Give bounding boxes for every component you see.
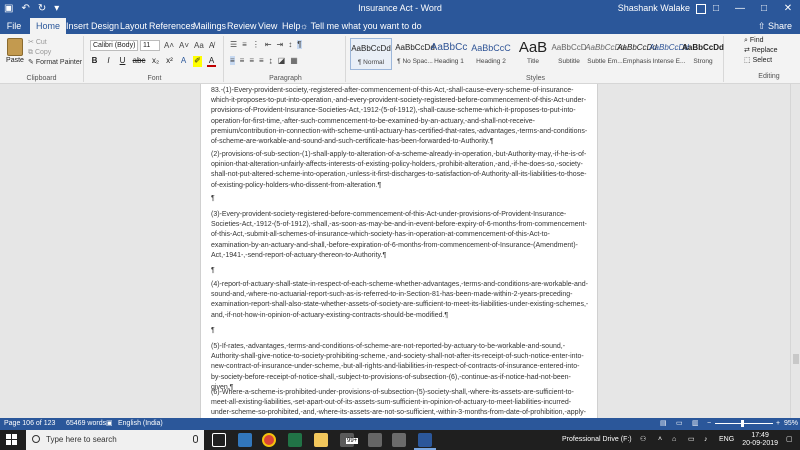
style-sample: AaBbCcD [551, 43, 587, 52]
font-family-select[interactable]: Calibri (Body) [90, 40, 138, 51]
align-left-icon[interactable]: ≡ [230, 56, 235, 65]
decrease-indent-icon[interactable]: ⇤ [264, 40, 272, 49]
copy-button[interactable]: ⧉ Copy [28, 49, 52, 56]
microphone-icon[interactable] [193, 435, 198, 443]
align-center-icon[interactable]: ≡ [239, 56, 245, 65]
paragraph[interactable]: (3)-Every-provident-society-registered-before-commencement-of-this-Act-under-provisions-of-Provident-Insurance-Societies-Act,-1912-(5-of-1912),-shall,-as-soon-as-may-be-and-in-event-before-expiry-of-6-months-from-commencement-of-this-Act,-submit-all-schemes-of-insurance-which-society-has-in-operation-at-commencement-of-this-Act-to-examination-by-an-actuary-and-shall,-before-expiration-of-6-months-from-commencement-of-Insurance-(Amendment)-Act,-1941-,-send-report-of-actuary-thereon-to-Authority.¶ [211, 211, 587, 259]
style-normal[interactable] [350, 38, 392, 70]
paragraph[interactable]: (5)-If-rates,-advantages,-terms-and-conditions-of-scheme-are-not-reported-by-actuary-to-be-workable-and-sound,-Authority-shall-give-notice-to-society-prohibiting-scheme,-and-society-shall-not-after-its-receipt-of-such-notice-enter-into-new-contract-of-insurance-under-scheme,-but-all-rights-and-liabilities-in-respect-of-contracts-of-insurance-entered-into-by-society-before-receipt-of-notice-shall,-subject-to-provisions-of-subsection-(6),-continue-as-if-notice-had-not-been-given.¶ [211, 343, 584, 391]
styles-group-label: Styles [525, 75, 546, 82]
justify-icon[interactable]: ≡ [259, 56, 264, 65]
style-name: Heading 1 [434, 58, 464, 65]
language-indicator[interactable]: ENG [719, 436, 735, 443]
find-label: Find [749, 37, 764, 44]
tab-help[interactable]: Help [282, 21, 301, 31]
shading-icon[interactable]: ◪ [277, 56, 286, 65]
change-case-icon[interactable]: Aa [194, 41, 204, 50]
borders-icon[interactable]: ▦ [290, 56, 298, 65]
save-icon[interactable]: ▣ [4, 3, 14, 14]
shrink-font-icon[interactable]: A˅ [179, 41, 190, 50]
styles-gallery [348, 36, 724, 82]
status-bar [0, 418, 800, 430]
find-button[interactable] [744, 36, 798, 46]
show-formatting-button[interactable]: ¶ [297, 40, 302, 49]
word-icon[interactable] [418, 433, 432, 447]
tab-insert[interactable]: Insert [66, 21, 89, 31]
paste-label: Paste [6, 57, 24, 64]
clipboard-icon [7, 38, 23, 56]
zoom-level[interactable]: 95% [784, 420, 799, 427]
tray-expand-icon[interactable]: ˄ [658, 436, 663, 443]
clipboard-group [0, 36, 84, 82]
font-group [86, 36, 224, 82]
ribbon-tabs [0, 18, 800, 34]
text-effects-button[interactable]: A [180, 56, 187, 65]
font-group-label: Font [147, 75, 162, 82]
tab-file[interactable]: File [0, 18, 28, 34]
font-color-button[interactable]: A [208, 56, 215, 65]
lightbulb-icon: ☼ [300, 21, 311, 31]
clipboard-actions [28, 38, 82, 68]
format-painter-label: Format Painter [35, 59, 83, 66]
taskbar-search-input[interactable] [26, 430, 204, 450]
share-icon: ⇧ [757, 21, 768, 31]
app-icon[interactable] [368, 433, 382, 447]
document-title: Insurance Act - Word [358, 3, 442, 13]
drive-status[interactable]: Professional Drive (F:) [562, 436, 632, 443]
maximize-icon[interactable]: □ [760, 3, 768, 14]
search-placeholder: Type here to search [46, 435, 117, 444]
clipboard-group-label: Clipboard [26, 75, 57, 82]
paragraph[interactable]: ¶ [211, 327, 215, 334]
read-mode-icon[interactable]: ▤ [660, 420, 667, 427]
clock-time: 17:49 [751, 432, 769, 439]
windows-start-icon[interactable] [6, 434, 18, 446]
font-size-select[interactable]: 11 [140, 40, 160, 51]
search-icon: ⌕ [744, 37, 750, 44]
ribbon-display-icon[interactable]: □ [712, 3, 720, 14]
paragraph[interactable]: ¶ [211, 195, 215, 202]
paragraph-group [226, 36, 346, 82]
people-icon[interactable]: ⚇ [640, 436, 647, 443]
excel-icon[interactable] [288, 433, 302, 447]
language-status[interactable]: English (India) [118, 420, 163, 427]
style-name: Strong [693, 58, 713, 65]
strikethrough-button[interactable]: abc [132, 56, 146, 65]
task-view-icon[interactable] [212, 433, 226, 447]
style-sample: AaBbCc [430, 42, 468, 53]
style-sample: AaB [518, 39, 548, 56]
vertical-ruler [0, 84, 8, 418]
italic-button[interactable]: I [107, 56, 110, 65]
bullets-icon[interactable]: ☰ [230, 40, 238, 49]
user-name[interactable]: Shashank Walake [617, 3, 690, 13]
sort-icon[interactable]: ↕ [288, 40, 293, 49]
superscript-button[interactable]: x² [166, 56, 173, 65]
style-name: Intense E... [652, 58, 686, 65]
vertical-scrollbar[interactable] [790, 84, 800, 418]
tab-references[interactable]: References [149, 21, 196, 31]
zoom-slider-handle[interactable] [741, 420, 744, 427]
notification-badge: 99+ [347, 438, 358, 444]
web-layout-icon[interactable]: ▥ [692, 420, 699, 427]
style-sample: AaBbCcDd [395, 43, 435, 52]
share-label: Share [767, 21, 792, 31]
style-sample: AaBbCcDd [617, 43, 657, 52]
style-sample: AaBbCcDd [682, 43, 724, 52]
paragraph[interactable]: (6)-Where-a-scheme-is-prohibited-under-provisions-of-subsection-(5)-society-shall,-where-its-assets-are-sufficient-to-meet-all-existing-liabilities,-set-apart-out-of-its-assets-sum-sufficient-in-opinion-of-actuary-to-meet-liabilities-incurred-under-scheme-so-prohibited,-and,-where-its-assets-are-not-so-sufficient,-within-3-months-from-date-of-prohibition,-apply- [211, 389, 586, 417]
copy-label: Copy [34, 49, 52, 56]
increase-indent-icon[interactable]: ⇥ [276, 40, 284, 49]
highlight-color-icon[interactable]: ✐ [194, 56, 201, 65]
cut-button[interactable]: ✂ Cut [28, 39, 47, 46]
notification-icon[interactable]: ▢ [786, 436, 793, 443]
window-controls [704, 0, 800, 18]
taskbar [0, 430, 800, 450]
paste-button[interactable] [4, 38, 26, 64]
zoom-out-icon[interactable]: − [707, 420, 712, 427]
proofing-icon[interactable]: ▣ [106, 420, 113, 427]
minimize-icon[interactable]: — [735, 3, 745, 14]
search-icon [32, 435, 40, 443]
style-strong[interactable] [682, 38, 724, 70]
select-label: Select [752, 57, 773, 64]
select-button[interactable] [744, 56, 798, 66]
editing-group-label: Editing [758, 73, 780, 80]
paragraph[interactable]: ¶ [211, 267, 215, 274]
tab-design[interactable]: Design [91, 21, 120, 31]
customize-qat-icon[interactable]: ▾ [54, 3, 60, 14]
cut-label: Cut [35, 39, 47, 46]
style-name: Title [526, 58, 540, 65]
style-sample: AaBbCcDd [351, 44, 391, 53]
close-icon[interactable]: ✕ [783, 3, 793, 14]
tab-mailings[interactable]: Mailings [193, 21, 227, 31]
undo-icon[interactable]: ↶ [21, 3, 30, 14]
paragraph[interactable]: 83.-(1)-Every-provident-society,-registered-after-commencement-of-this-Act,-shall-cause-every-scheme-of-insurance-which-it-proposes-to-put-into-operation,-and-every-provident-society-registered-before-commencement-of-this-Act-under-provisions-of-Provident-Insurance-Societies-Act,-1912-(5-of-1912),-shall-cause-scheme-which-it-proposes-to-put-into-operation-for-first-time,-after-such-commencement-to-be-examined-by-an-actuary,-and-shall-not-receive-premium/contribution-in-connection-with-scheme-until-actuary-has-certified-that-rates,-advantages,-terms-and-conditions-of-scheme-are-workable-and-sound-and-such-certificate-has-been-forwarded-to-Authority.¶ [211, 87, 588, 146]
word-count[interactable]: 65469 words [66, 420, 107, 427]
ribbon [0, 34, 800, 84]
align-right-icon[interactable]: ≡ [249, 56, 255, 65]
volume-icon[interactable]: ♪ [704, 436, 708, 443]
line-spacing-icon[interactable]: ↨ [268, 56, 273, 65]
editing-group [740, 36, 798, 82]
tell-me-box[interactable] [300, 18, 422, 34]
tab-layout[interactable]: Layout [120, 21, 148, 31]
chrome-icon[interactable] [262, 433, 276, 447]
tab-view[interactable]: View [258, 21, 278, 31]
replace-button[interactable] [744, 46, 798, 56]
style-name: ¶ Normal [357, 59, 385, 66]
clear-formatting-icon[interactable]: A̸ [208, 41, 215, 50]
font-format-row [90, 56, 216, 67]
paragraph-group-label: Paragraph [269, 75, 302, 82]
style-sample: AaBbCcC [471, 43, 511, 53]
format-painter-button[interactable]: ✎ Format Painter [28, 59, 83, 66]
store-icon[interactable] [392, 433, 406, 447]
scrollbar-thumb[interactable] [793, 354, 799, 364]
font-size-tools [164, 41, 214, 50]
paragraph[interactable]: (4)-report-of-actuary-shall-state-in-respect-of-each-scheme-whether-advantages,-terms-and-conditions-are-workable-and-sound-and,-where-no-actuarial-report-such-as-is-referred-to-in-Section-81-has-been-made-within-2-years-preceding-examination-report-shall-also-state-whether-assets-of-society-are-sufficient-to-meet-its-liabilities-under-existing-schemes,-and,-if-not-how-in-opinion-of-actuary-existing-contracts-should-be-modified.¶ [211, 281, 589, 319]
redo-icon[interactable]: ↻ [37, 3, 47, 14]
style-name: Heading 2 [476, 58, 506, 65]
style-name: Subtitle [558, 58, 580, 65]
style-name: Emphasis [622, 58, 652, 65]
tab-review[interactable]: Review [227, 21, 257, 31]
paragraph-align-row [230, 56, 298, 65]
clock[interactable] [742, 432, 778, 448]
subscript-button[interactable]: x₂ [151, 56, 160, 65]
style-heading-1[interactable] [428, 38, 470, 70]
replace-label: Replace [751, 47, 778, 54]
style-name: ¶ No Spac... [397, 58, 433, 65]
paragraph[interactable]: (2)-provisions-of-sub-section-(1)-shall-apply-to-alteration-of-a-scheme-already-in-operation,-but-Authority-may,-if-he-is-of-opinion-that-alteration-unfairly-affects-interests-of-existing-policy-holders,-prohibit-alteration,-and,-if-he-does-so,-society-shall-not-put-altered-scheme-into-operation,-unless-it-first-discharges-to-satisfaction-of-Authority-all-its-liabilities-to-those-of-existing-policy-holders-who-dissent-from-alteration.¶ [211, 151, 587, 189]
select-icon: ⬚ [744, 57, 753, 64]
multilevel-list-icon[interactable]: ⋮ [251, 40, 260, 49]
clock-date: 20-09-2019 [742, 440, 778, 447]
file-explorer-icon[interactable] [314, 433, 328, 447]
page-count[interactable]: Page 106 of 123 [4, 420, 56, 427]
style-name: Subtle Em... [587, 58, 623, 65]
tell-me-text: Tell me what you want to do [310, 21, 422, 31]
style-sample: AaBbCcDd [649, 43, 689, 52]
zoom-in-icon[interactable]: + [776, 420, 781, 427]
style-sample: AaBbCcDd [585, 43, 625, 52]
underline-button[interactable]: U [119, 56, 126, 65]
app-icon[interactable] [340, 433, 358, 447]
replace-icon: ⇄ [744, 47, 752, 54]
document-page[interactable] [200, 84, 598, 418]
tab-home[interactable]: Home [30, 18, 66, 34]
battery-icon[interactable]: ▭ [688, 436, 695, 443]
zoom-slider-track[interactable] [715, 423, 773, 424]
style-heading-2[interactable] [470, 38, 512, 70]
grow-font-icon[interactable]: A˄ [164, 41, 175, 50]
title-bar [0, 0, 800, 18]
numbering-icon[interactable]: ≡ [242, 40, 247, 49]
share-button[interactable] [758, 18, 792, 34]
edge-icon[interactable] [238, 433, 252, 447]
paragraph-lists-row [230, 40, 302, 49]
print-layout-icon[interactable]: ▭ [676, 420, 683, 427]
network-icon[interactable]: ⌂ [672, 436, 677, 443]
bold-button[interactable]: B [91, 56, 98, 65]
